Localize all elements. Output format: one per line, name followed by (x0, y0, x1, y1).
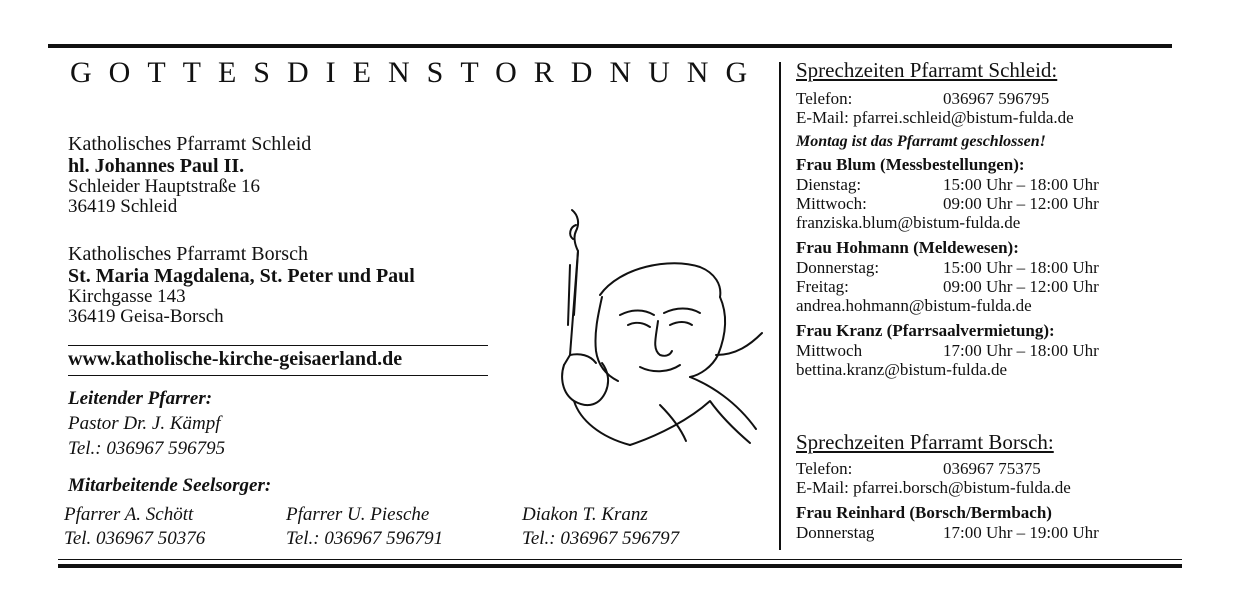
parish-borsch-block (68, 243, 415, 327)
office-schleid-heading: Sprechzeiten Pfarramt Schleid: (796, 58, 1058, 82)
staff-member (522, 503, 679, 551)
phone-label: Telefon: (796, 459, 853, 478)
hours-row (796, 523, 1166, 542)
hours-time: 17:00 Uhr – 18:00 Uhr (943, 341, 1099, 360)
staff-member-name: Pfarrer A. Schött (64, 504, 194, 525)
office-borsch-phone[interactable]: 036967 75375 (943, 459, 1041, 478)
hours-time: 15:00 Uhr – 18:00 Uhr (943, 175, 1099, 194)
office-schleid (796, 58, 1166, 379)
pope-portrait-icon (540, 205, 770, 450)
hours-time: 15:00 Uhr – 18:00 Uhr (943, 258, 1099, 277)
phone-label: Telefon: (796, 89, 853, 108)
hours-day: Donnerstag (796, 523, 875, 542)
staff-member-phone: Tel.: 036967 596791 (286, 528, 444, 549)
contact-name: Frau Hohmann (Meldewesen): (796, 238, 1019, 257)
office-schleid-phone[interactable]: 036967 596795 (943, 89, 1050, 108)
staff-member (286, 503, 443, 551)
email-label: E-Mail: (796, 478, 849, 497)
staff-member-phone: Tel.: 036967 596797 (522, 528, 680, 549)
office-borsch (796, 430, 1166, 542)
staff-member (64, 503, 205, 551)
closed-note: Montag ist das Pfarramt geschlossen! (796, 133, 1046, 150)
pastor-block (68, 386, 225, 461)
staff-member-phone: Tel. 036967 50376 (64, 528, 206, 549)
hours-day: Donnerstag: (796, 258, 880, 277)
hours-row (796, 258, 1166, 277)
contact-name: Frau Reinhard (Borsch/Bermbach) (796, 503, 1052, 522)
staff-member-name: Pfarrer U. Piesche (286, 504, 430, 525)
office-borsch-email-row (796, 478, 1166, 497)
pastor-name: Pastor Dr. J. Kämpf (68, 413, 221, 434)
office-borsch-email[interactable]: pfarrei.borsch@bistum-fulda.de (853, 478, 1071, 497)
email-label: E-Mail: (796, 108, 849, 127)
parish-schleid-city: 36419 Schleid (68, 196, 178, 217)
parish-borsch-city: 36419 Geisa-Borsch (68, 306, 224, 327)
staff-heading: Mitarbeitende Seelsorger: (68, 475, 272, 496)
website-link[interactable]: www.katholische-kirche-geisaerland.de (68, 345, 488, 376)
hours-row (796, 341, 1166, 360)
hours-time: 17:00 Uhr – 19:00 Uhr (943, 523, 1099, 542)
office-borsch-heading: Sprechzeiten Pfarramt Borsch: (796, 430, 1054, 454)
bottom-rule-thin (58, 559, 1182, 560)
hours-row (796, 194, 1166, 213)
parish-borsch-name: Katholisches Pfarramt Borsch (68, 243, 308, 265)
parish-schleid-name: Katholisches Pfarramt Schleid (68, 133, 312, 155)
top-rule (48, 44, 1172, 48)
bottom-rule (58, 564, 1182, 568)
hours-time: 09:00 Uhr – 12:00 Uhr (943, 277, 1099, 296)
page-title: GOTTESDIENSTORDNUNG (70, 56, 765, 89)
office-borsch-phone-row (796, 459, 1166, 478)
contact-name: Frau Kranz (Pfarrsaalvermietung): (796, 321, 1055, 340)
contact-name: Frau Blum (Messbestellungen): (796, 155, 1025, 174)
hours-row (796, 277, 1166, 296)
hours-row (796, 175, 1166, 194)
staff-member-name: Diakon T. Kranz (522, 504, 648, 525)
parish-schleid-street: Schleider Hauptstraße 16 (68, 176, 261, 197)
hours-day: Freitag: (796, 277, 849, 296)
hours-day: Dienstag: (796, 175, 862, 194)
column-divider (779, 62, 781, 550)
office-schleid-phone-row (796, 89, 1166, 108)
hours-day: Mittwoch: (796, 194, 867, 213)
contact-email[interactable]: bettina.kranz@bistum-fulda.de (796, 360, 1008, 379)
parish-schleid-patron: hl. Johannes Paul II. (68, 155, 245, 177)
hours-time: 09:00 Uhr – 12:00 Uhr (943, 194, 1099, 213)
parish-borsch-street: Kirchgasse 143 (68, 286, 186, 307)
pastor-phone: Tel.: 036967 596795 (68, 438, 226, 459)
contact-email[interactable]: franziska.blum@bistum-fulda.de (796, 213, 1021, 232)
parish-schleid-block (68, 133, 311, 217)
hours-day: Mittwoch (796, 341, 863, 360)
pastor-heading: Leitender Pfarrer: (68, 388, 213, 409)
contact-email[interactable]: andrea.hohmann@bistum-fulda.de (796, 296, 1032, 315)
office-schleid-email-row (796, 108, 1166, 127)
office-schleid-email[interactable]: pfarrei.schleid@bistum-fulda.de (853, 108, 1074, 127)
parish-borsch-patron: St. Maria Magdalena, St. Peter und Paul (68, 265, 415, 287)
